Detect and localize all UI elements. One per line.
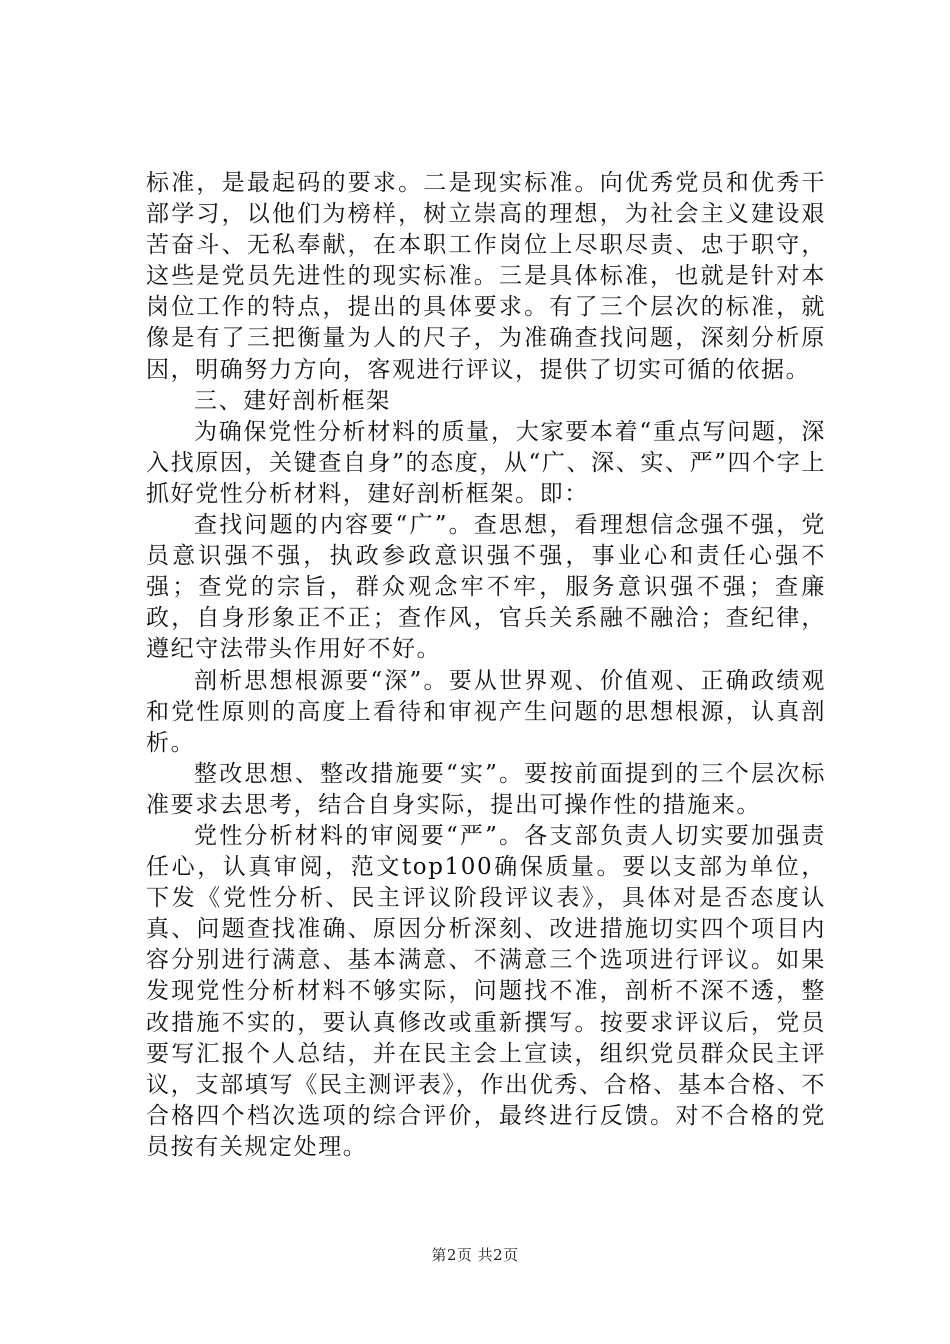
section-heading: 三、建好剖析框架 [194,387,391,414]
paragraph: 整改思想、整改措施要“实”。要按前面提到的三个层次标准要求去思考，结合自身实际，提出可操作性的措施来。 [146,760,826,818]
paragraph: 查找问题的内容要“广”。查思想，看理想信念强不强，党员意识强不强，执政参政意识强不强，事业心和责任心强不强；查党的宗旨，群众观念牢不牢，服务意识强不强；查廉政，自身形象正不正；查作风，官兵关系融不融洽；查纪律，遵纪守法带头作用好不好。 [146,512,826,663]
paragraph: 党性分析材料的审阅要“严”。各支部负责人切实要加强责任心，认真审阅，范文top100确保质量。要以支部为单位，下发《党性分析、民主评议阶段评议表》，具体对是否态度认真、问题查找准确、原因分析深刻、改进措施切实四个项目内容分别进行满意、基本满意、不满意三个选项进行评议。如果发现党性分析材料不够实际，问题找不准，剖析不深不透，整改措施不实的，要认真修改或重新撰写。按要求评议后，党员要写汇报个人总结，并在民主会上宣读，组织党员群众民主评议，支部填写《民主测评表》，作出优秀、合格、基本合格、不合格四个档次选项的综合评价，最终进行反馈。对不合格的党员按有关规定处理。 [146,822,826,1160]
paragraph: 剖析思想根源要“深”。要从世界观、价值观、正确政绩观和党性原则的高度上看待和审视产生问题的思想根源，认真剖析。 [146,667,826,756]
paragraph: 为确保党性分析材料的质量，大家要本着“重点写问题，深入找原因，关键查自身”的态度，从“广、深、实、严”四个字上抓好党性分析材料，建好剖析框架。即： [146,418,826,507]
document-body [146,168,826,1163]
paragraph-continuation: 标准，是最起码的要求。二是现实标准。向优秀党员和优秀干部学习，以他们为榜样，树立崇高的理想，为社会主义建设艰苦奋斗、无私奉献，在本职工作岗位上尽职尽责、忠于职守，这些是党员先进性的现实标准。三是具体标准，也就是针对本岗位工作的特点，提出的具体要求。有了三个层次的标准，就像是有了三把衡量为人的尺子，为准确查找问题，深刻分析原因，明确努力方向，客观进行评议，提供了切实可循的依据。 [146,170,826,383]
page-footer: 第2页 共2页 [431,1246,519,1264]
